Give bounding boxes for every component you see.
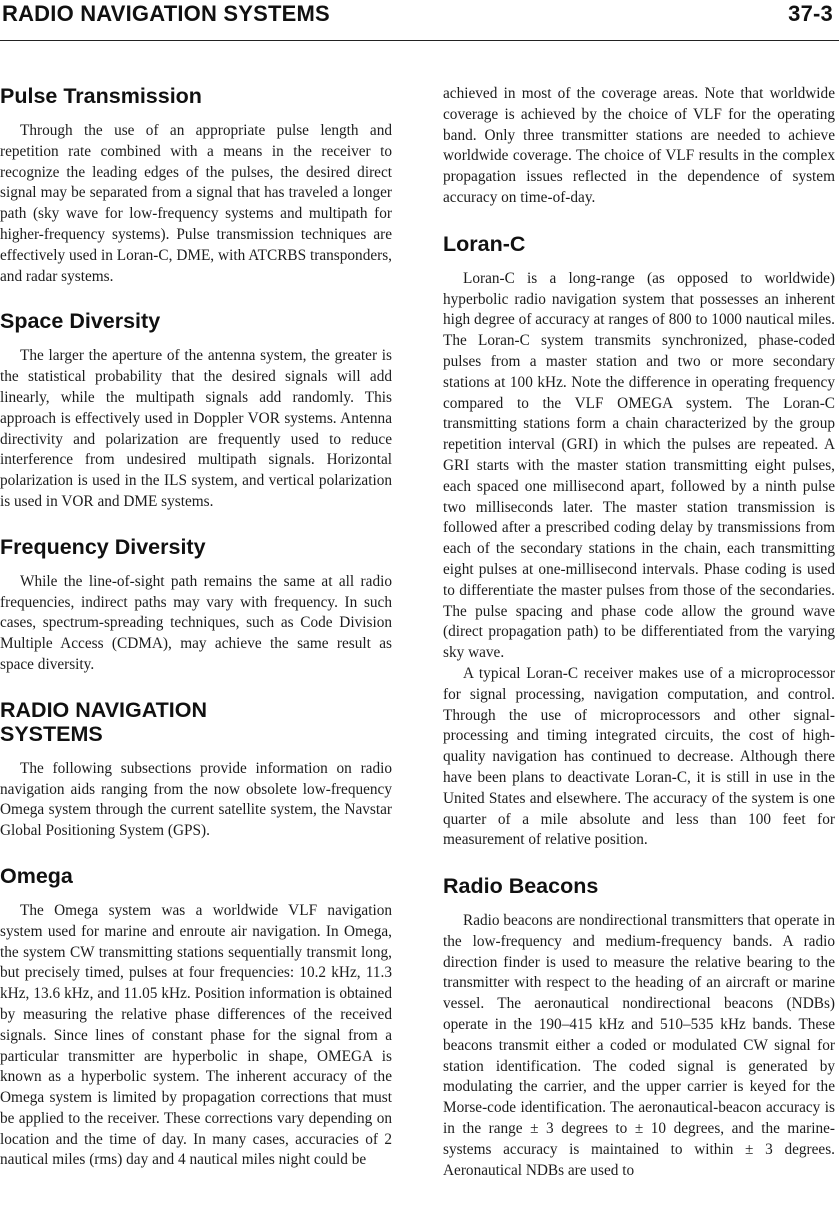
running-head	[0, 0, 839, 41]
major-heading-line-2: SYSTEMS	[0, 721, 103, 746]
section-heading-omega: Omega	[0, 863, 73, 888]
section-heading-frequency-diversity: Frequency Diversity	[0, 534, 206, 559]
page-number: 37-3	[788, 1, 833, 26]
section-heading-loran-c: Loran-C	[443, 231, 526, 256]
paragraph-radio-navigation-intro: The following subsections provide information on radio navigation aids ranging from the now obsolete low-frequency Omega system through the current satellite system, the Navstar Global Positioning System (GPS).	[0, 759, 392, 840]
paragraph-frequency-diversity: While the line-of-sight path remains the same at all radio frequencies, indirect paths may vary with frequency. In such cases, spectrum-spreading techniques, such as Code Division Multiple Access (CDMA), may achieve the same result as space diversity.	[0, 572, 392, 673]
paragraph-pulse-transmission: Through the use of an appropriate pulse length and repetition rate combined with a means in the receiver to recognize the leading edges of the pulses, the desired direct signal may be separated from a signal that has traveled a longer path (sky wave for low-frequency systems and multipath for higher-frequency systems). Pulse transmission techniques are effectively used in Loran-C, DME, with ATCRBS transponders, and radar systems.	[0, 122, 392, 285]
section-heading-space-diversity: Space Diversity	[0, 309, 161, 334]
left-column	[0, 84, 392, 1171]
paragraph-space-diversity: The larger the aperture of the antenna system, the greater is the statistical probability that the desired signals will add linearly, while the multipath signals add randomly. This approach is effectively used in Doppler VOR systems. Antenna directivity and polarization are frequently used to reduce interference from undesired multipath signals. Horizontal polarization is used in the ILS system, and vertical polarization is used in VOR and DME systems.	[0, 347, 392, 510]
paragraph-loran-c-1: Loran-C is a long-range (as opposed to worldwide) hyperbolic radio navigation system that possesses an inherent high degree of accuracy at ranges of 800 to 1000 nautical miles. The Loran-C system transmits synchronized, phase-coded pulses from a master station and two or more secondary stations at 100 kHz. Note the difference in operating frequency compared to the VLF OMEGA system. The Loran-C transmitting stations form a chain characterized by the group repetition interval (GRI) in which the pulses are repeated. A GRI starts with the master station transmitting eight pulses, each spaced one millisecond apart, followed by a ninth pulse two milliseconds later. The master station transmission is followed after a prescribed coding delay by transmissions from each of the secondary stations in the chain, each transmitting eight pulses at one-millisecond intervals. Phase coding is used to differentiate the master pulses from those of the secondaries. The pulse spacing and phase code allow the ground wave (direct propagation path) to be differentiated from the varying sky wave.	[443, 269, 835, 662]
running-head-title: RADIO NAVIGATION SYSTEMS	[2, 1, 330, 26]
paragraph-radio-beacons: Radio beacons are nondirectional transmitters that operate in the low-frequency and medium-frequency bands. A radio direction finder is used to measure the relative bearing to the transmitter with respect to the heading of an aircraft or marine vessel. The aeronautical nondirectional beacons (NDBs) operate in the 190–415 kHz and 510–535 kHz bands. These beacons transmit either a coded or modulated CW signal for station identification. The coded signal is generated by modulating the carrier, and the upper carrier is keyed for the Morse-code identification. The aeronautical-beacon accuracy is in the range ± 3 degrees to ± 10 degrees, and the marine-systems accuracy is maintained to within ± 3 degrees. Aeronautical NDBs are used to	[443, 912, 835, 1179]
section-heading-radio-beacons: Radio Beacons	[443, 874, 599, 899]
major-heading-line-1: RADIO NAVIGATION	[0, 697, 208, 722]
section-heading-pulse-transmission: Pulse Transmission	[0, 84, 202, 108]
paragraph-loran-c-2: A typical Loran-C receiver makes use of a microprocessor for signal processing, navigation computation, and control. Through the use of microprocessors and other signal-processing and timing integrated circuits, the cost of high-quality navigation has continued to decrease. Although there have been plans to deactivate Loran-C, it is still in use in the United States and elsewhere. The accuracy of the system is one quarter of a mile absolute and less than 100 feet for measurement of relative position.	[443, 664, 835, 849]
right-column	[443, 84, 835, 1181]
paragraph-omega: The Omega system was a worldwide VLF navigation system used for marine and enroute air navigation. In Omega, the system CW transmitting stations sequentially transmit long, but precisely timed, pulses at four frequencies: 10.2 kHz, 11.3 kHz, 13.6 kHz, and 11.05 kHz. Position information is obtained by measuring the relative phase differences of the received signals. Since lines of constant phase for the signal from a particular transmitter are hyperbolic in shape, OMEGA is known as a hyperbolic system. The inherent accuracy of the Omega system is limited by propagation corrections that must be applied to the receiver. These corrections vary depending on location and the time of day. In many cases, accuracies of 2 nautical miles (rms) day and 4 nautical miles night could be	[0, 901, 392, 1169]
major-heading-radio-navigation-systems	[0, 698, 392, 746]
paragraph-omega-continued: achieved in most of the coverage areas. Note that worldwide coverage is achieved by the choice of VLF for the operating band. Only three transmitter stations are needed to achieve worldwide coverage. The choice of VLF results in the complex propagation issues reflected in the dependence of system accuracy on time-of-day.	[443, 85, 835, 206]
